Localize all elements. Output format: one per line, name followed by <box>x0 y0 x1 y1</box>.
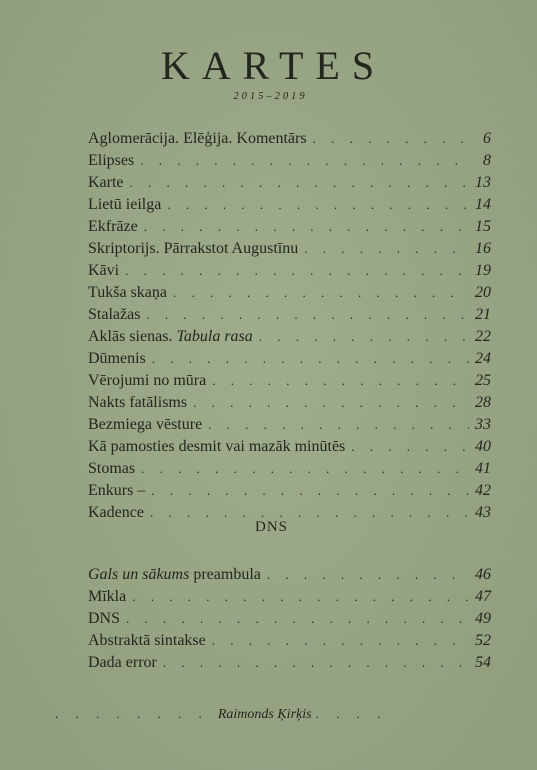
toc-entry <box>88 260 491 282</box>
dot-leader <box>144 216 469 238</box>
toc-entry <box>88 392 491 414</box>
dot-leader <box>132 586 469 608</box>
toc-page-number: 52 <box>475 632 491 649</box>
toc-page-number: 54 <box>475 654 491 671</box>
toc-entry <box>88 586 491 608</box>
toc-entry-title: Mīkla <box>88 588 127 605</box>
toc-entry-title: Stalažas <box>88 306 141 323</box>
toc-entry <box>88 370 491 392</box>
dot-leader <box>208 414 469 436</box>
toc-entry <box>88 172 491 194</box>
dot-leader <box>146 304 469 326</box>
toc-entry <box>88 282 491 304</box>
dot-leader <box>163 652 469 674</box>
toc-page-number: 22 <box>475 328 491 345</box>
table-of-contents <box>88 128 491 524</box>
toc-entry <box>88 564 491 586</box>
dot-leader <box>351 436 469 458</box>
toc-entry-title: Lietū ieilga <box>88 196 162 213</box>
toc-page-number: 28 <box>475 394 491 411</box>
toc-entry-title: Karte <box>88 174 124 191</box>
toc-page-number: 8 <box>483 152 491 169</box>
dot-leader <box>152 348 469 370</box>
toc-page-number: 14 <box>475 196 491 213</box>
toc-entry <box>88 238 491 260</box>
dot-leader <box>304 238 469 260</box>
toc-entry-title: Abstraktā sintakse <box>88 632 206 649</box>
toc-entry-title: Ekfrāze <box>88 218 138 235</box>
toc-entry <box>88 480 491 502</box>
toc-page-number: 24 <box>475 350 491 367</box>
section-table-of-contents <box>88 564 491 674</box>
toc-entry <box>88 326 491 348</box>
dot-leader <box>141 458 469 480</box>
toc-page-number: 46 <box>475 566 491 583</box>
author-name: Raimonds Ķirķis <box>217 707 312 722</box>
toc-page-number: 42 <box>475 482 491 499</box>
book-title: KARTES <box>160 43 387 88</box>
author-line <box>55 706 395 723</box>
dot-leader <box>126 608 469 630</box>
toc-page-number: 16 <box>475 240 491 257</box>
toc-entry-title-italic: Tabula rasa <box>176 328 253 345</box>
toc-page-number: 47 <box>475 588 491 605</box>
toc-entry <box>88 194 491 216</box>
toc-entry-title <box>88 564 261 586</box>
toc-entry <box>88 608 491 630</box>
toc-page-number: 19 <box>475 262 491 279</box>
dot-leader <box>140 150 469 172</box>
toc-page-number: 15 <box>475 218 491 235</box>
toc-entry-title: Vērojumi no mūra <box>88 372 207 389</box>
dot-leader <box>316 706 395 722</box>
toc-entry-title <box>88 326 253 348</box>
toc-page-number: 40 <box>475 438 491 455</box>
toc-entry <box>88 348 491 370</box>
toc-entry <box>88 436 491 458</box>
dot-leader <box>125 260 469 282</box>
toc-entry-title: Dūmenis <box>88 350 146 367</box>
toc-entry-title: Bezmiega vēsture <box>88 416 203 433</box>
toc-entry-title: Kadence <box>88 504 144 521</box>
dot-leader <box>259 326 469 348</box>
year-range: 2015–2019 <box>233 91 308 102</box>
toc-page-number: 25 <box>475 372 491 389</box>
dot-leader <box>212 630 469 652</box>
toc-entry-title: Skriptorijs. Pārrakstot Augustīnu <box>88 240 299 257</box>
dot-leader <box>151 480 469 502</box>
section-heading: DNS <box>254 519 288 535</box>
toc-entry-title-italic: Gals un sākums <box>88 566 190 583</box>
dot-leader <box>193 392 469 414</box>
toc-entry-title: DNS <box>88 610 121 627</box>
toc-entry <box>88 304 491 326</box>
toc-entry-title: Tukša skaņa <box>88 284 167 301</box>
dot-leader <box>212 370 469 392</box>
toc-page-number: 43 <box>475 504 491 521</box>
dot-leader <box>267 564 469 586</box>
toc-entry-title: Aglomerācija. Elēģija. Komentārs <box>88 130 307 147</box>
toc-entry-title: Enkurs – <box>88 482 146 499</box>
toc-entry-title-roman: preambula <box>193 566 261 583</box>
dot-leader <box>55 706 214 722</box>
toc-entry-title: Nakts fatālisms <box>88 394 188 411</box>
toc-entry-title-roman: Aklās sienas. <box>88 328 173 345</box>
toc-page-number: 13 <box>475 174 491 191</box>
toc-page-number: 49 <box>475 610 491 627</box>
toc-entry-title: Kāvi <box>88 262 120 279</box>
dot-leader <box>167 194 469 216</box>
toc-entry <box>88 150 491 172</box>
toc-entry <box>88 630 491 652</box>
toc-entry-title: Dada error <box>88 654 157 671</box>
dot-leader <box>130 172 469 194</box>
toc-entry <box>88 458 491 480</box>
toc-page-number: 6 <box>483 130 491 147</box>
toc-page-number: 21 <box>475 306 491 323</box>
toc-entry-title: Elipses <box>88 152 135 169</box>
toc-entry-title: Stomas <box>88 460 136 477</box>
dot-leader <box>313 128 469 150</box>
dot-leader <box>173 282 469 304</box>
toc-entry <box>88 216 491 238</box>
toc-entry <box>88 414 491 436</box>
toc-entry <box>88 652 491 674</box>
toc-entry <box>88 128 491 150</box>
toc-page-number: 33 <box>475 416 491 433</box>
toc-entry-title: Kā pamosties desmit vai mazāk minūtēs <box>88 438 346 455</box>
toc-page-number: 20 <box>475 284 491 301</box>
toc-page-number: 41 <box>475 460 491 477</box>
